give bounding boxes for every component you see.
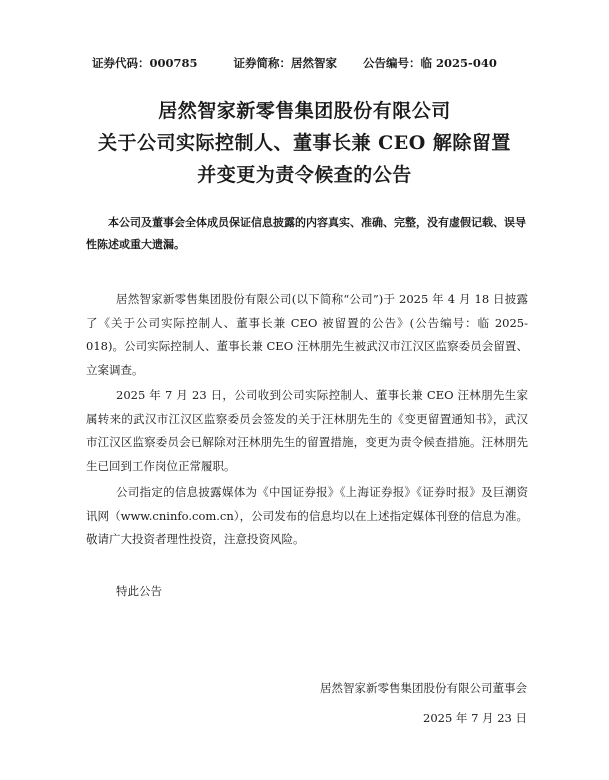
document-header xyxy=(92,55,497,71)
notice-number: 公告编号：临 2025-040 xyxy=(363,56,497,70)
signature-organization: 居然智家新零售集团股份有限公司董事会 xyxy=(320,681,527,695)
title-line-3: 并变更为责令候查的公告 xyxy=(197,164,412,186)
security-short-name: 证券简称：居然智家 xyxy=(233,56,338,70)
security-code: 证券代码：000785 xyxy=(92,56,198,70)
closing-text: 特此公告 xyxy=(116,584,162,598)
body-paragraph-1: 居然智家新零售集团股份有限公司(以下简称“公司”)于 2025 年 4 月 18 日披露了《关于公司实际控制人、董事长兼 CEO 被留置的公告》(公告编号：临 2025-018)。公司实际控制人、董事长兼 CEO 汪林朋先生被武汉市江汉区监察委员会留置、立案调查。 xyxy=(86,292,528,377)
body-paragraph-2: 2025 年 7 月 23 日，公司收到公司实际控制人、董事长兼 CEO 汪林朋先生家属转来的武汉市江汉区监察委员会签发的关于汪林朋先生的《变更留置通知书》，武汉市江汉区监察委员会已解除对汪林朋先生的留置措施，变更为责令候查措施。汪林朋先生已回到工作岗位正常履职。 xyxy=(86,388,528,473)
body-paragraph-3: 公司指定的信息披露媒体为《中国证券报》《上海证券报》《证券时报》及巨潮资讯网（www.cninfo.com.cn），公司发布的信息均以在上述指定媒体刊登的信息为准。敬请广大投资者理性投资，注意投资风险。 xyxy=(86,485,528,546)
title-line-2: 关于公司实际控制人、董事长兼 CEO 解除留置 xyxy=(98,132,511,154)
signature-date: 2025 年 7 月 23 日 xyxy=(423,711,527,725)
board-statement: 本公司及董事会全体成员保证信息披露的内容真实、准确、完整，没有虚假记载、误导性陈述或重大遗漏。 xyxy=(86,216,526,251)
title-line-1: 居然智家新零售集团股份有限公司 xyxy=(158,100,451,122)
